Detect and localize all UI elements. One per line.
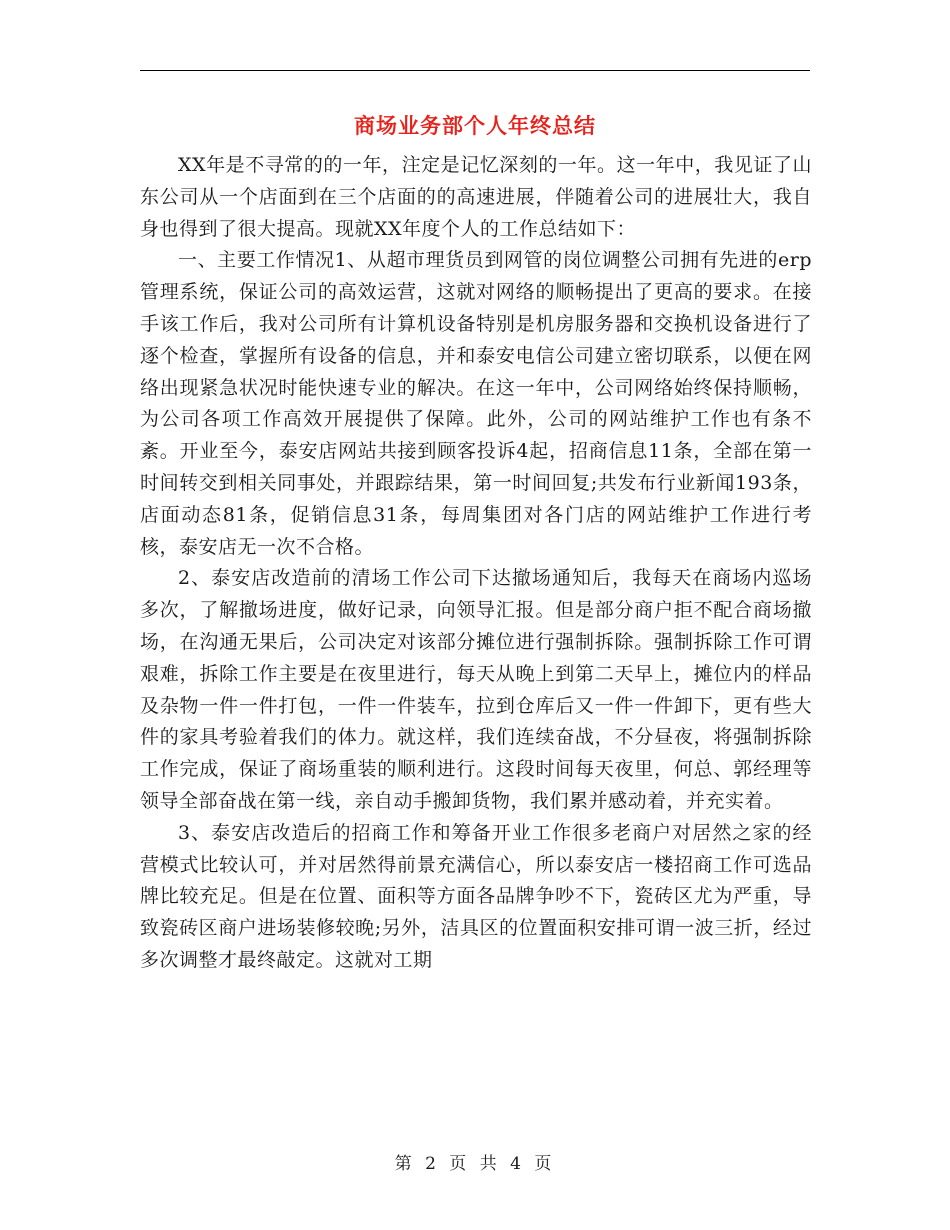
page-number-footer: 第 2 页 共 4 页 <box>394 1154 556 1174</box>
paragraph-section-1: 一、主要工作情况1、从超市理货员到网管的岗位调整公司拥有先进的erp管理系统，保证公司的高效运营，这就对网络的顺畅提出了更高的要求。在接手该工作后，我对公司所有计算机设备特别是机房服务器和交换机设备进行了逐个检查，掌握所有设备的信息，并和泰安电信公司建立密切联系，以便在网络出现紧急状况时能快速专业的解决。在这一年中，公司网络始终保持顺畅，为公司各项工作高效开展提供了保障。此外，公司的网站维护工作也有条不紊。开业至今，泰安店网站共接到顾客投诉4起，招商信息11条，全部在第一时间转交到相关同事处，并跟踪结果，第一时间回复;共发布行业新闻193条，店面动态81条，促销信息31条，每周集团对各门店的网站维护工作进行考核，泰安店无一次不合格。 <box>140 249 812 558</box>
paragraph-section-2: 2、泰安店改造前的清场工作公司下达撤场通知后，我每天在商场内巡场多次，了解撤场进度，做好记录，向领导汇报。但是部分商户拒不配合商场撤场，在沟通无果后，公司决定对该部分摊位进行强制拆除。强制拆除工作可谓艰难，拆除工作主要是在夜里进行，每天从晚上到第二天早上，摊位内的样品及杂物一件一件打包，一件一件装车，拉到仓库后又一件一件卸下，更有些大件的家具考验着我们的体力。就这样，我们连续奋战，不分昼夜，将强制拆除工作完成，保证了商场重装的顺利进行。这段时间每天夜里，何总、郭经理等领导全部奋战在第一线，亲自动手搬卸货物，我们累并感动着，并充实着。 <box>140 567 812 812</box>
header-rule <box>140 70 810 71</box>
paragraph-section-3: 3、泰安店改造后的招商工作和筹备开业工作很多老商户对居然之家的经营模式比较认可，并对居然得前景充满信心，所以泰安店一楼招商工作可选品牌比较充足。但是在位置、面积等方面各品牌争吵不下，瓷砖区尤为严重，导致瓷砖区商户进场装修较晚;另外，洁具区的位置面积安排可谓一波三折，经过多次调整才最终敲定。这就对工期 <box>140 821 812 971</box>
document-body <box>140 150 812 977</box>
document-title: 商场业务部个人年终总结 <box>354 113 596 138</box>
paragraph-intro: XX年是不寻常的的一年，注定是记忆深刻的一年。这一年中，我见证了山东公司从一个店面到在三个店面的的高速进展，伴随着公司的进展壮大，我自身也得到了很大提高。现就XX年度个人的工作总结如下： <box>140 154 812 240</box>
